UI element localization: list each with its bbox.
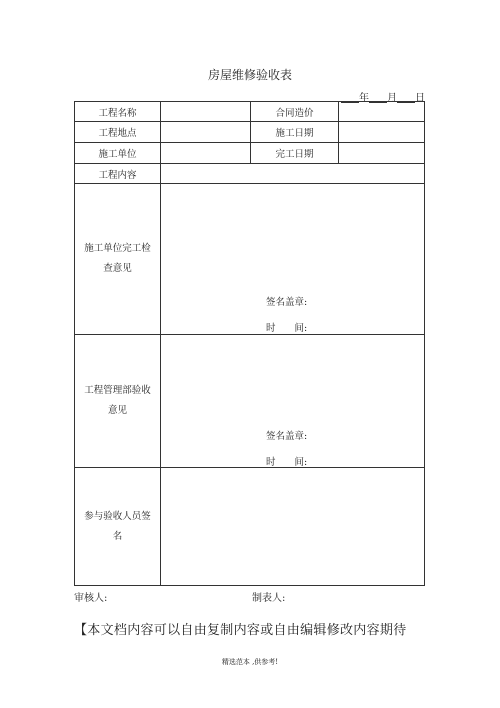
day-label: 日	[415, 93, 425, 104]
management-opinion-field[interactable]	[161, 335, 425, 468]
project-location-field[interactable]	[161, 122, 251, 143]
table-row	[75, 164, 425, 184]
contractor-opinion-label: 施工单位完工检查意见	[75, 184, 161, 335]
contractor-label: 施工单位	[75, 143, 161, 164]
month-label: 月	[387, 93, 397, 104]
participants-label: 参与验收人员签名	[75, 468, 161, 586]
page-footer: 精选范本 ,供参考!	[221, 658, 279, 666]
contract-price-field[interactable]	[339, 102, 425, 122]
project-location-label: 工程地点	[75, 122, 161, 143]
inspection-form-table	[74, 101, 425, 586]
management-opinion-label: 工程管理部验收意见	[75, 335, 161, 468]
form-title: 房屋维修验收表	[207, 68, 292, 82]
participants-signature-field[interactable]	[161, 468, 425, 586]
signature-stamp-label: 签名盖章:	[266, 297, 308, 308]
table-row	[75, 184, 425, 335]
start-date-label: 施工日期	[251, 122, 339, 143]
table-row	[75, 468, 425, 586]
start-date-field[interactable]	[339, 122, 425, 143]
project-name-label: 工程名称	[75, 102, 161, 122]
table-row	[75, 122, 425, 143]
project-content-label: 工程内容	[75, 164, 161, 184]
contract-price-label: 合同造价	[251, 102, 339, 122]
contractor-field[interactable]	[161, 143, 251, 164]
time-label: 时 间:	[266, 323, 308, 334]
completion-date-label: 完工日期	[251, 143, 339, 164]
contractor-opinion-field[interactable]	[161, 184, 425, 335]
table-row	[75, 335, 425, 468]
signature-stamp-label: 签名盖章:	[266, 431, 308, 442]
table-row	[75, 143, 425, 164]
project-content-field[interactable]	[161, 164, 425, 184]
year-label: 年	[359, 93, 369, 104]
notice-text: 【本文档内容可以自由复制内容或自由编辑修改内容期待	[74, 623, 407, 638]
time-label: 时 间:	[266, 457, 308, 468]
preparer-label: 制表人:	[252, 593, 286, 604]
table-row	[75, 102, 425, 122]
completion-date-field[interactable]	[339, 143, 425, 164]
project-name-field[interactable]	[161, 102, 251, 122]
reviewer-label: 审核人:	[74, 593, 108, 604]
